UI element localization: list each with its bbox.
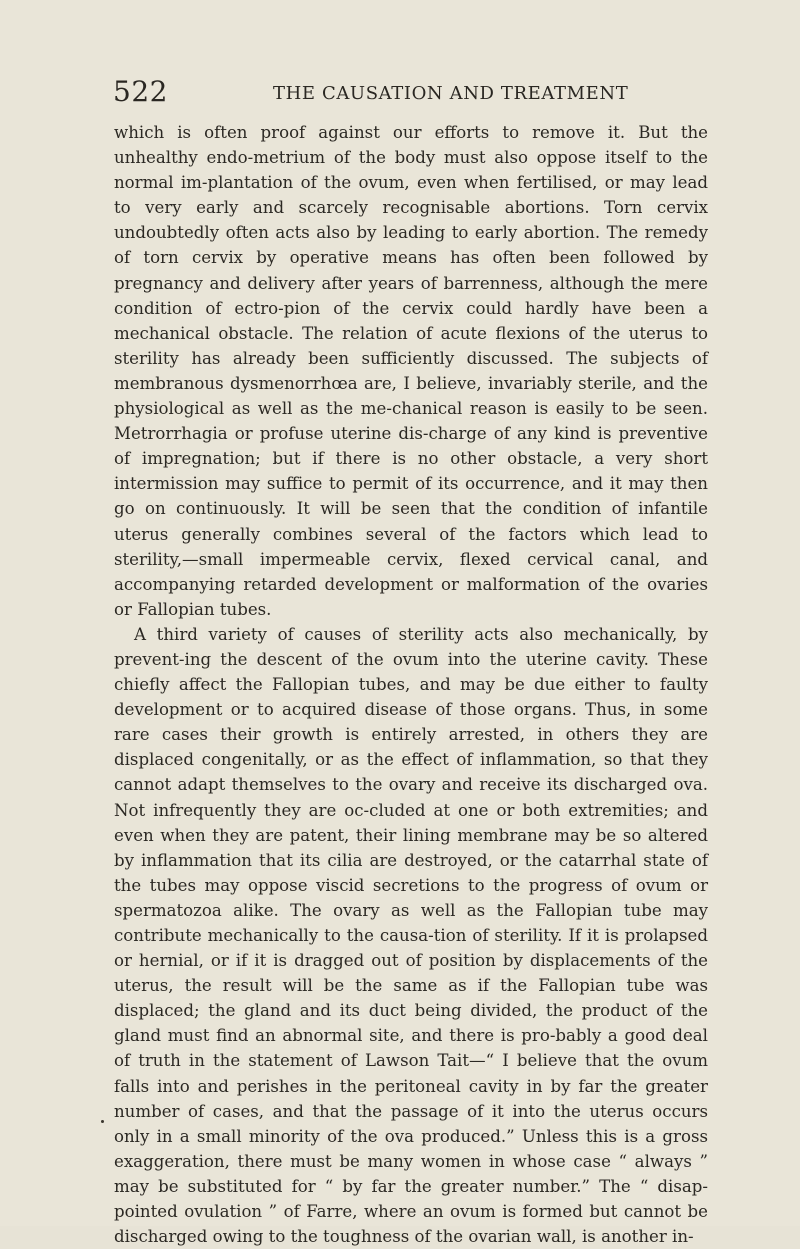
body-text xyxy=(114,120,708,1249)
stray-ink-mark xyxy=(101,1120,104,1123)
paragraph-1: which is often proof against our efforts to remove it. But the unhealthy endo-metrium of the body must also oppose itself to the normal im-plantation of the ovum, even when fertilised, or may lead to very early and scarcely recognisable abortions. Torn cervix undoubtedly often acts also by leading to early abortion. The remedy of torn cervix by operative means has often been followed by pregnancy and delivery after years of barrenness, although the mere condition of ectro-pion of the cervix could hardly have been a mechanical obstacle. The relation of acute flexions of the uterus to sterility has already been sufficiently discussed. The subjects of membranous dysmenorrhœa are, I believe, invariably sterile, and the physiological as well as the me-chanical reason is easily to be seen. Metrorrhagia or profuse uterine dis-charge of any kind is preventive of impregnation; but if there is no other obstacle, a very short intermission may suffice to permit of its occurrence, and it may then go on continuously. It will be seen that the condition of infantile uterus generally combines several of the factors which lead to sterility,—small impermeable cervix, flexed cervical canal, and accompanying retarded development or malformation of the ovaries or Fallopian tubes. xyxy=(114,123,708,619)
page-number: 522 xyxy=(113,75,168,108)
running-head xyxy=(113,74,707,110)
paragraph-2: A third variety of causes of sterility acts also mechanically, by prevent-ing the descent of the ovum into the uterine cavity. These chiefly affect the Fallopian tubes, and may be due either to faulty development or to acquired disease of those organs. Thus, in some rare cases their growth is entirely arrested, in others they are displaced congenitally, or as the effect of inflammation, so that they cannot adapt themselves to the ovary and receive its discharged ova. Not infrequently they are oc-cluded at one or both extremities; and even when they are patent, their lining membrane may be so altered by inflammation that its cilia are destroyed, or the catarrhal state of the tubes may oppose viscid secretions to the progress of ovum or spermatozoa alike. The ovary as well as the Fallopian tube may contribute mechanically to the causa-tion of sterility. If it is prolapsed or hernial, or if it is dragged out of position by displacements of the uterus, the result will be the same as if the Fallopian tube was displaced; the gland and its duct being divided, the product of the gland must find an abnormal site, and there is pro-bably a good deal of truth in the statement of Lawson Tait—“ I believe that the ovum falls into and perishes in the peritoneal cavity in by far the greater number of cases, and that the passage of it into the uterus occurs only in a small minority of the ova produced.” Unless this is a gross exaggeration, there must be many women in whose case “ always ” may be substituted for “ by far the greater number.” The “ disap-pointed ovulation ” of Farre, where an ovum is formed but cannot be discharged owing to the toughness of the ovarian wall, is another in- xyxy=(114,624,708,1247)
running-head-title: THE CAUSATION AND TREATMENT xyxy=(273,83,629,104)
